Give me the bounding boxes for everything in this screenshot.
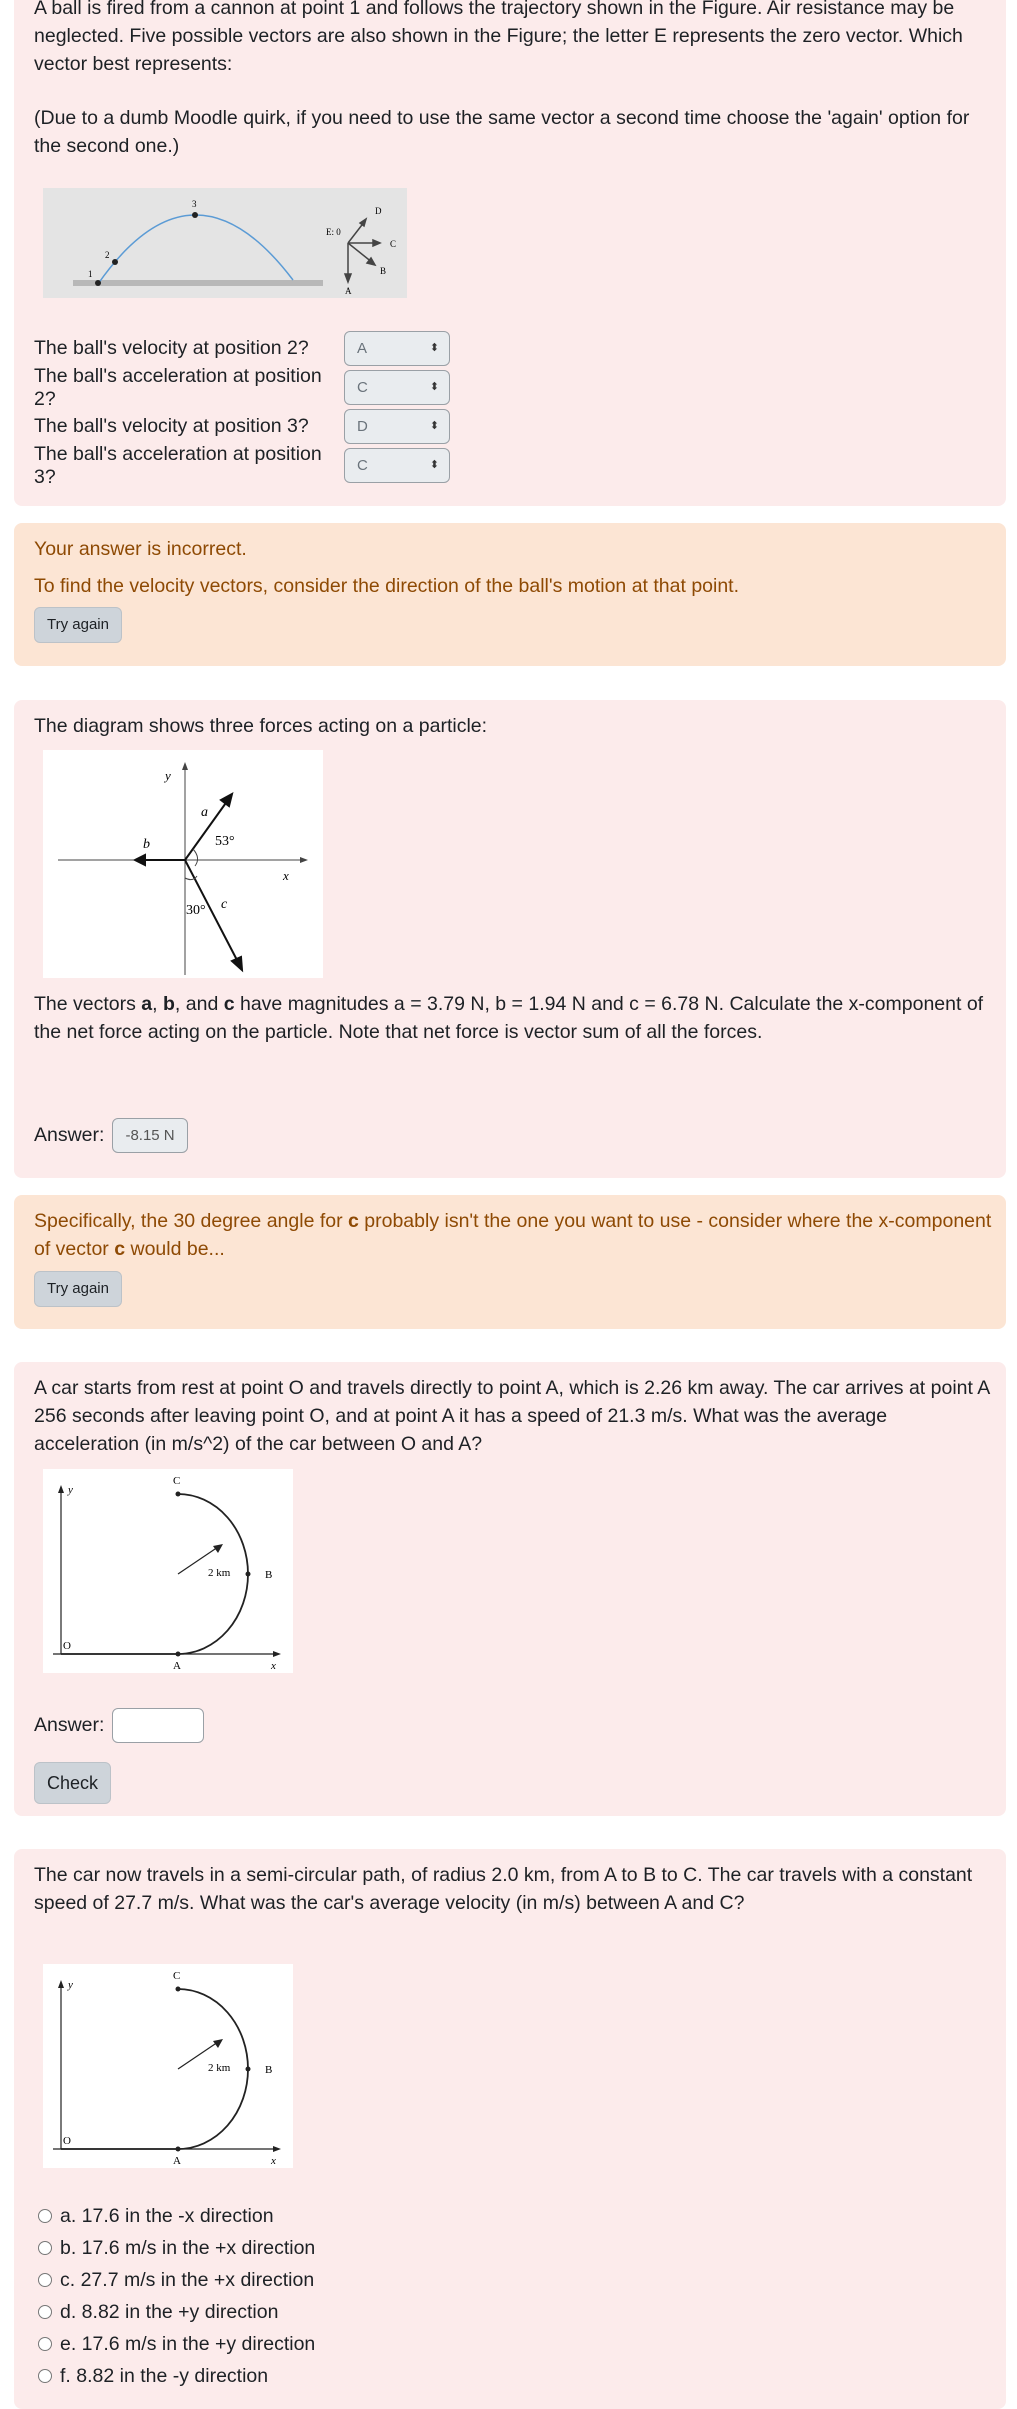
label-c: C (173, 1475, 181, 1487)
select-velocity-2[interactable]: A ⬍ (344, 331, 450, 366)
check-button[interactable]: Check (34, 1762, 111, 1804)
label-zero-vector: E: 0 (326, 227, 341, 237)
row-velocity-2 (34, 330, 450, 367)
select-velocity-3[interactable]: D ⬍ (344, 409, 450, 444)
label-point-3: 3 (192, 199, 197, 209)
updown-icon: ⬍ (429, 381, 439, 393)
label-point-2: 2 (105, 250, 110, 260)
label-radius: 2 km (208, 1567, 231, 1579)
label-point-1: 1 (88, 269, 93, 279)
label-o: O (63, 1640, 71, 1652)
choice-label: f. 8.82 in the -y direction (60, 2364, 269, 2387)
question-2-text: The vectors a, b, and c have magnitudes a = 3.79 N, b = 1.94 N and c = 6.78 N. Calculate the x-component of the net force acting on the particle. Note that net force is vector sum of all the forces. (34, 993, 984, 1043)
radio-button[interactable] (38, 2209, 52, 2223)
radio-button[interactable] (38, 2369, 52, 2383)
answer-row-3 (34, 1708, 204, 1743)
question-3-text: A car starts from rest at point O and travels directly to point A, which is 2.26 km away. The car arrives at point A 256 seconds after leaving point O, and at point A it has a speed of 21.3 m/s. What was the average acceleration (in m/s^2) of the car between O and A? (34, 1377, 990, 1455)
label-x-axis: x (283, 868, 289, 883)
feedback-1 (14, 523, 1006, 666)
choice-e[interactable] (38, 2329, 315, 2359)
row-label: The ball's velocity at position 3? (34, 415, 309, 437)
choice-label: e. 17.6 m/s in the +y direction (60, 2332, 316, 2355)
question-1-text: A ball is fired from a cannon at point 1 and follows the trajectory shown in the Figure. Air resistance may be neglected. Five possible vectors are also shown in the Figure; the letter E represents the zero vector. Which vector best represents: (34, 0, 963, 75)
label-vector-b: b (143, 837, 150, 852)
choice-d[interactable] (38, 2297, 278, 2327)
label-b: B (265, 1569, 273, 1581)
label-vector-c: C (390, 239, 397, 249)
label-y: y (68, 1484, 73, 1496)
feedback-2-hint: Specifically, the 30 degree angle for c probably isn't the one you want to use - consider where the x-component of vector c would be... (34, 1210, 992, 1260)
label-vector-c: c (221, 897, 228, 912)
label-b: B (265, 2064, 273, 2076)
label-vector-b: B (380, 266, 387, 276)
label-o: O (63, 2135, 71, 2147)
trajectory-figure (43, 188, 407, 298)
label-angle-53: 53° (215, 834, 235, 849)
label-y-axis: y (165, 768, 171, 783)
choice-f[interactable] (38, 2361, 268, 2391)
radio-button[interactable] (38, 2337, 52, 2351)
question-2 (14, 700, 1006, 1178)
answer-label: Answer: (34, 1124, 105, 1146)
select-acceleration-3[interactable]: C ⬍ (344, 448, 450, 483)
updown-icon: ⬍ (429, 459, 439, 471)
try-again-button-1[interactable]: Try again (34, 607, 122, 643)
updown-icon: ⬍ (429, 420, 439, 432)
choice-label: d. 8.82 in the +y direction (60, 2300, 279, 2323)
label-y: y (68, 1979, 73, 1991)
answer-input-3[interactable] (112, 1708, 204, 1743)
row-label: The ball's acceleration at position 2? (34, 364, 322, 410)
label-a: A (173, 2155, 181, 2167)
row-velocity-3 (34, 408, 450, 445)
label-vector-a: a (201, 805, 208, 820)
try-again-button-2[interactable]: Try again (34, 1271, 122, 1307)
feedback-1-hint: To find the velocity vectors, consider the direction of the ball's motion at that point. (34, 575, 740, 597)
question-4-text: The car now travels in a semi-circular path, of radius 2.0 km, from A to B to C. The car travels with a constant speed of 27.7 m/s. What was the car's average velocity (in m/s) between A and C? (34, 1864, 973, 1914)
select-acceleration-2[interactable]: C ⬍ (344, 370, 450, 405)
car-path-figure-1 (43, 1469, 293, 1673)
updown-icon: ⬍ (429, 342, 439, 354)
row-label: The ball's acceleration at position 3? (34, 442, 322, 488)
radio-button[interactable] (38, 2273, 52, 2287)
label-x: x (271, 1660, 276, 1672)
answer-row-2 (34, 1118, 188, 1153)
choice-label: a. 17.6 in the -x direction (60, 2204, 274, 2227)
label-vector-d: D (375, 206, 382, 216)
choice-b[interactable] (38, 2233, 315, 2263)
answer-label: Answer: (34, 1714, 105, 1736)
row-label: The ball's velocity at position 2? (34, 337, 309, 359)
radio-button[interactable] (38, 2241, 52, 2255)
label-c: C (173, 1970, 181, 1982)
answer-input-2[interactable]: -8.15 N (112, 1118, 187, 1153)
question-4 (14, 1849, 1006, 2409)
radio-button[interactable] (38, 2305, 52, 2319)
feedback-2 (14, 1195, 1006, 1329)
row-acceleration-3 (34, 442, 450, 488)
feedback-1-status: Your answer is incorrect. (34, 538, 247, 560)
choice-label: b. 17.6 m/s in the +x direction (60, 2236, 316, 2259)
question-2-intro: The diagram shows three forces acting on a particle: (34, 715, 488, 737)
label-a: A (173, 1660, 181, 1672)
question-1-note: (Due to a dumb Moodle quirk, if you need to use the same vector a second time choose the 'again' option for the second one.) (34, 107, 970, 157)
row-acceleration-2 (34, 364, 450, 410)
label-vector-a: A (345, 286, 352, 296)
label-angle-30: 30° (186, 903, 206, 918)
choice-c[interactable] (38, 2265, 314, 2295)
choice-a[interactable] (38, 2201, 274, 2231)
question-3 (14, 1362, 1006, 1816)
choice-label: c. 27.7 m/s in the +x direction (60, 2268, 315, 2291)
forces-figure (43, 750, 323, 978)
label-x: x (271, 2155, 276, 2167)
question-1 (14, 0, 1006, 506)
label-radius: 2 km (208, 2062, 231, 2074)
car-path-figure-2 (43, 1964, 293, 2168)
